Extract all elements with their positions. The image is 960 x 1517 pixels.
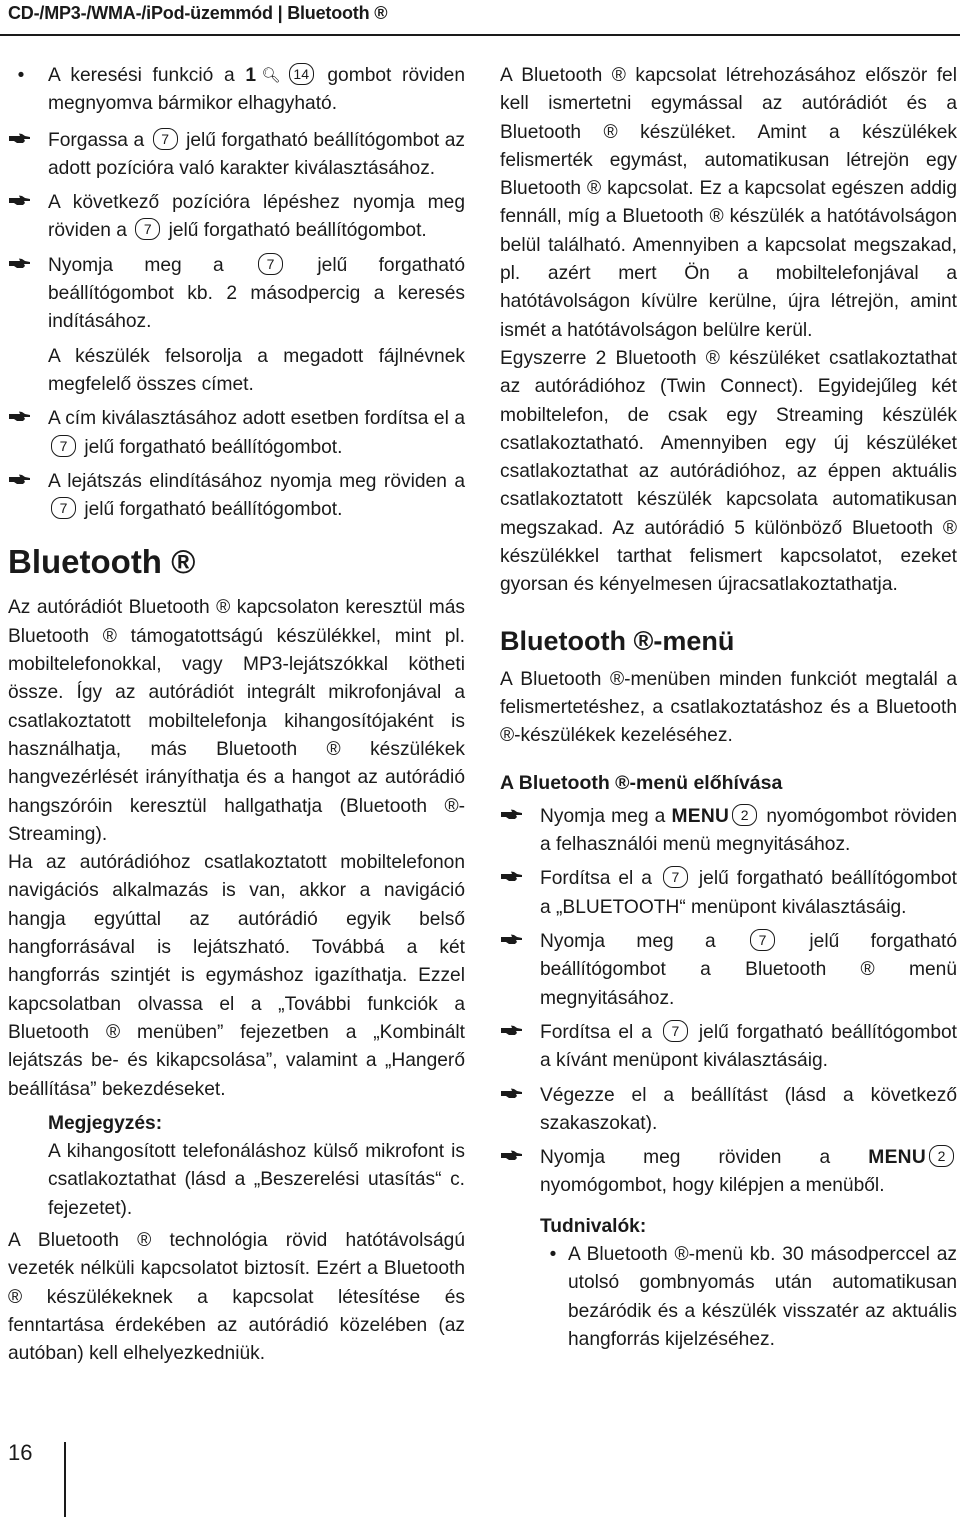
control-number-7: 7 [663,1020,688,1042]
step-text: Fordítsa el a [540,1021,660,1043]
search-note-text: A keresési funkció a [48,65,246,86]
step-text: Nyomja meg röviden a [540,1147,869,1169]
page-header-title: CD-/MP3-/WMA-/iPod-üzemmód | Bluetooth ® [8,3,388,23]
menu-key-label: MENU [868,1147,926,1169]
pointing-hand-icon [500,868,524,884]
control-number-7: 7 [51,435,76,457]
step-text: Nyomja meg a [540,805,672,827]
pointing-hand-icon [8,255,32,271]
result-text: A készülék felsorolja a megadott fájlnévnek megfelelő összes címet. [48,345,465,395]
pairing-paragraph: A Bluetooth ® kapcsolat létrehozásához először fel kell ismertetni egymással az autórádiót és a Bluetooth ® készüléket. Amint a készülékek felismerték egymást, automatikusan létrejön egy Bluetooth ® kapcsolat. Ez a kapcsolat egészen addig fennáll, míg a Bluetooth ® készülék a hatótávolságon belül található. Amennyiben a kapcsolat megszakad, pl. azért mert Ön a mobiltelefonjával a hatótávolságon kívülre kerülne, újra létrejön, amint ismét a hatótávolságon belülre kerül. [500,65,957,341]
control-number-7: 7 [750,929,775,951]
twin-connect-paragraph: Egyszerre 2 Bluetooth ® készüléket csatlakoztathat az autórádióhoz (Twin Connect). Egyidejűleg két mobiltelefon, de csak egy Streaming készülék csatlakoztatható. Amennyiben egy új készüléket csatlakoztathat az autórádióhoz, az éppen aktuális csatlakoztatott készülék kapcsolata automatikusan megszakad. Az autórádió 5 különböző Bluetooth ® készülékkel tarthat felismert kapcsolatot, ezeket gyorsan és kényelmesen újracsatlakoztathatja. [500,347,957,596]
step-text-end: jelű forgatható beállítógombot kb. 2 másodpercig a keresés indításához. [48,254,465,333]
pointing-hand-icon [8,192,32,208]
step-item [8,405,465,462]
menu-step-item [500,928,957,1013]
menu-key-label: MENU [671,805,730,827]
control-number-7: 7 [135,218,160,240]
subheading-open-menu: A Bluetooth ®-menü előhívása [500,771,783,794]
pointing-hand-icon [500,931,524,947]
step-text: Forgassa a [48,129,150,151]
step-item [8,252,465,337]
menu-step-item [500,803,957,860]
step-text-end: jelű forgatható beállítógombot a „BLUETOOTH“ menüpont kiválasztásáig. [540,868,957,918]
step-text-end: jelű forgatható beállítógombot. [79,436,343,458]
step-text-end: jelű forgatható beállítógombot. [163,220,427,242]
footer-vertical-rule [64,1442,66,1517]
navigation-paragraph: Ha az autórádióhoz csatlakoztatott mobiltelefonon navigációs alkalmazás is van, akkor a navigáció hangja egyúttal az autórádió egyik belső hangforrásával is lejátszható. Továbbá a két hangforrás szintjét is egymáshoz igazíthatja. Ezzel kapcsolatban olvassa el a „További funkciók a Bluetooth ® menüben” fejezetben a „Kombinált lejátszás be- és kikapcsolása”, valamint a „Hangerő beállítása” bekezdéseket. [8,852,465,1100]
menu-step-item [500,1144,957,1201]
control-number-7: 7 [153,128,178,150]
section-heading-bluetooth: Bluetooth ® [8,543,196,581]
step-text-end: jelű forgatható beállítógombot a kívánt menüpont kiválasztásáig. [540,1021,957,1072]
tips-text: A Bluetooth ®-menü kb. 30 másodperccel az utolsó gombnyomás után automatikusan bezáródik és a készülék visszatér az aktuális hangforrás kijelzéséhez. [568,1243,957,1350]
control-number-2: 2 [929,1145,954,1167]
menu-intro-paragraph: A Bluetooth ®-menüben minden funkciót megtalál a felismertetéshez, a csatlakoztatáshoz és a Bluetooth ®-készülékek kezeléséhez. [500,668,957,747]
step-text-end: jelű forgatható beállítógombot a Bluetooth ® menü megnyitásához. [540,931,957,1009]
step-text-end: jelű forgatható beállítógombot. [79,499,343,521]
menu-step-item [500,1019,957,1076]
pointing-hand-icon [8,408,32,424]
step-text: Fordítsa el a [540,868,660,890]
step-text: A következő pozícióra lépéshez nyomja meg röviden a [48,192,465,242]
step-item [8,189,465,246]
step-item [8,468,465,525]
step-text-end: nyomógombot röviden a felhasználói menü megnyitásához. [540,805,958,856]
bullet-dot: • [549,1243,557,1265]
search-key-icon: 🔍︎ [256,67,286,84]
range-paragraph: A Bluetooth ® technológia rövid hatótávolságú vezeték nélküli kapcsolatot biztosít. Ezért a Bluetooth ® készülékeknek a kapcsolat létesítése és fenntartása érdekében az autórádió közelében (az autóban) kell elhelyezkedniük. [8,1229,465,1365]
step-text: Nyomja meg a [48,254,256,276]
intro-paragraph: Az autórádiót Bluetooth ® kapcsolaton keresztül más Bluetooth ® támogatottságú készülékkel, mint pl. mobiltelefonokkal, vagy MP3-lejátszókkal kötheti össze. Így az autórádiót integrált mikrofonjával a csatlakoztatott mobiltelefonja kihangosítójaként is használhatja, más Bluetooth ® készülékek hangvezérlését irányíthatja és a hangot az autórádió hangszóróin keresztül hallgathatja (Bluetooth ®-Streaming). [8,597,465,845]
control-number-14: 14 [289,63,314,85]
step-text: A cím kiválasztásához adott esetben fordítsa el a [48,408,465,430]
control-number-7: 7 [258,253,283,275]
step-item [8,127,465,184]
search-note-text-end: gombot röviden megnyomva bármikor elhagyható. [48,65,465,115]
menu-step-item [500,1082,957,1139]
control-number-2: 2 [732,804,757,826]
pointing-hand-icon [500,1085,524,1101]
step-text: Végezze el a beállítást (lásd a következő szakaszokat). [540,1084,957,1134]
key-label: 1 [245,65,256,86]
tips-item [500,1241,957,1354]
menu-step-item [500,865,957,922]
header-rule [0,34,960,36]
step-text: Nyomja meg a [540,931,748,953]
step-text-end: jelű forgatható beállítógombot az adott pozícióra való karakter kiválasztásához. [48,129,465,179]
pointing-hand-icon [8,130,32,146]
right-column [500,62,957,1360]
section-heading-bluetooth-menu: Bluetooth ®-menü [500,625,735,656]
pointing-hand-icon [8,471,32,487]
tips-title: Tudnivalók: [540,1215,647,1237]
page-number: 16 [8,1440,33,1465]
control-number-7: 7 [51,497,76,519]
pointing-hand-icon [500,1147,524,1163]
pointing-hand-icon [500,1022,524,1038]
note-body: A kihangosított telefonáláshoz külső mikrofont is csatlakoztathat (lásd a „Beszerelési utasítás“ c. fejezetet). [48,1141,465,1219]
step-text-end: nyomógombot, hogy kilépjen a menüből. [540,1175,885,1197]
pointing-hand-icon [500,806,524,822]
note-title: Megjegyzés: [48,1112,163,1134]
search-exit-note [8,62,465,119]
control-number-7: 7 [663,866,688,888]
bullet-dot: • [17,65,25,86]
step-text: A lejátszás elindításához nyomja meg röviden a [48,470,465,492]
left-column [8,62,465,1368]
